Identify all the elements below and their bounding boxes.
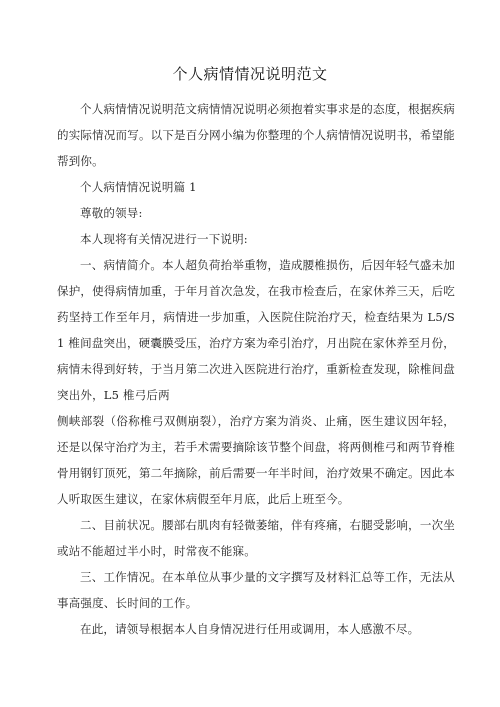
paragraph-intro: 个人病情情况说明范文病情情况说明必须抱着实事求是的态度，根据疾病的实际情况而写。以下是百分网小编为你整理的个人病情情况说明书，希望能帮到你。 <box>57 102 455 168</box>
document-body <box>57 96 455 642</box>
paragraph-condition-summary: 一、病情简介。本人超负荷抬举重物，造成腰椎损伤，后因年轻气盛未加保护，使得病情加重，于年月首次急发，在我市检查后，在家休养三天，后吃药坚持工作至年月，病情进一步加重，入医院住院治疗天，检查结果为 L5/S1 椎间盘突出，硬囊膜受压，治疗方案为牵引治疗，月出院在家休养至月份，病情未得到好转，于当月第二次进入医院进行治疗，重新检查发现，除椎间盘突出外，L5 椎弓后两 <box>57 258 455 402</box>
paragraph-work-status: 三、工作情况。在本单位从事少量的文字撰写及材料汇总等工作，无法从事高强度、长时间的工作。 <box>57 570 455 610</box>
salutation: 尊敬的领导: <box>80 206 143 220</box>
section-heading: 个人病情情况说明篇 1 <box>80 180 197 194</box>
document-title: 个人病情情况说明范文 <box>172 65 328 83</box>
paragraph-closing: 在此，请领导根据本人自身情况进行任用或调用，本人感激不尽。 <box>80 622 420 636</box>
paragraph-current-status: 二、目前状况。腰部右肌肉有轻微萎缩，伴有疼痛，右腿受影响，一次坐或站不能超过半小时，时常夜不能寐。 <box>57 518 455 558</box>
paragraph-condition-continued: 侧峡部裂（俗称椎弓双侧崩裂），治疗方案为消炎、止痛，医生建议因年轻，还是以保守治疗为主，若手术需要摘除该节整个间盘，将两侧椎弓和两节脊椎骨用钢钉顶死，第二年摘除，前后需要一年半时间，治疗效果不确定。因此本人听取医生建议，在家休病假至年月底，此后上班至今。 <box>57 414 455 506</box>
paragraph-opening: 本人现将有关情况进行一下说明: <box>80 232 248 246</box>
